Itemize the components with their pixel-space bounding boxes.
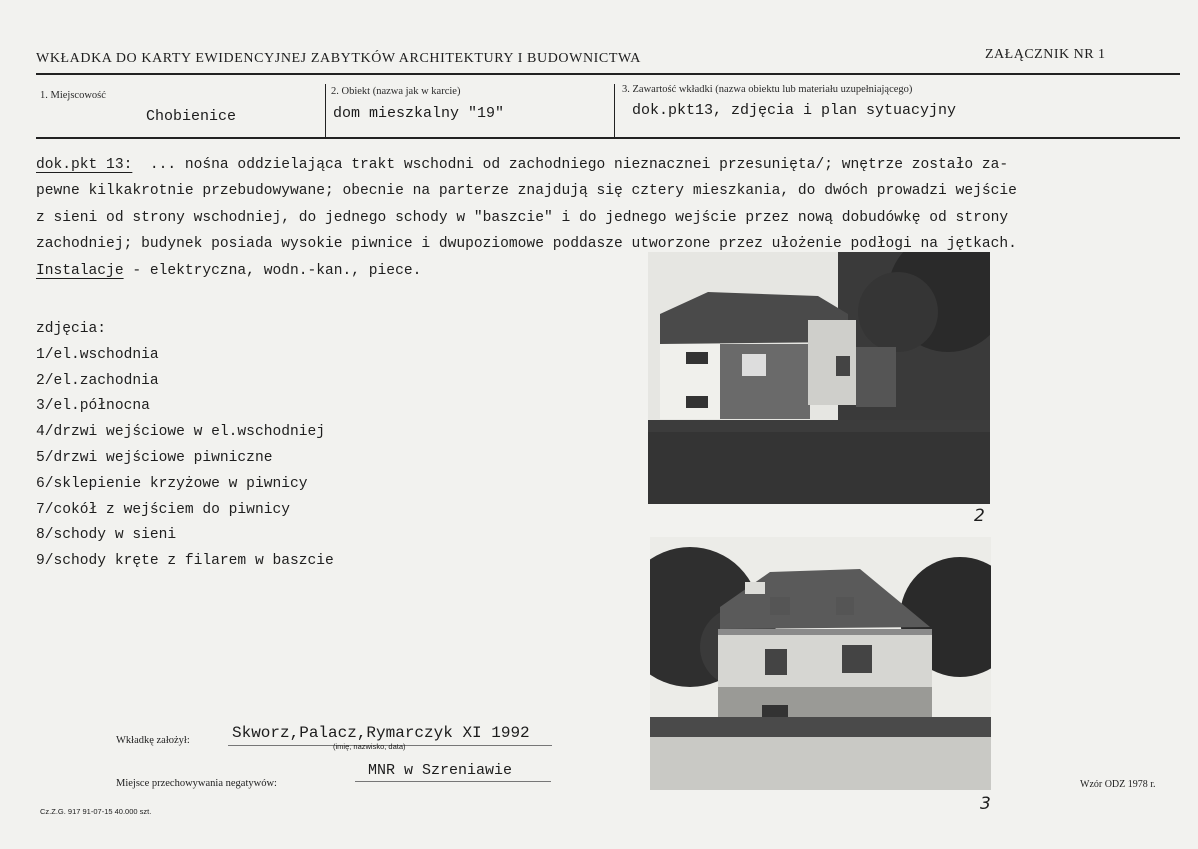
description-line-5: Instalacje - elektryczna, wodn.-kan., piece. xyxy=(36,262,422,279)
list-item: 3/el.północna xyxy=(36,398,150,415)
locality-value: Chobienice xyxy=(146,108,237,125)
form-title: WKŁADKA DO KARTY EWIDENCYJNEJ ZABYTKÓW ARCHITEKTURY I BUDOWNICTWA xyxy=(36,51,641,66)
storage-label: Miejsce przechowywania negatywów: xyxy=(116,778,277,789)
photo-west-elevation xyxy=(648,252,990,504)
list-item: 6/sklepienie krzyżowe w piwnicy xyxy=(36,475,308,492)
photo-north-elevation xyxy=(650,537,991,790)
description-line-4: zachodniej; budynek posiada wysokie piwnice i dwupoziomowe poddasze utworzone przez ułożenie podłogi na jętkach. xyxy=(36,236,1017,253)
object-value: dom mieszkalny "19" xyxy=(333,105,505,122)
storage-underline xyxy=(355,781,551,782)
founded-label: Wkładkę założył: xyxy=(116,735,190,746)
install-label: Instalacje xyxy=(36,262,124,279)
description-text xyxy=(36,152,1166,284)
list-item: 9/schody kręte z filarem w baszcie xyxy=(36,553,334,570)
description-line-3: z sieni od strony wschodniej, do jednego schody w "baszcie" i do jednego wejście przez nową dobudówkę od strony xyxy=(36,209,1009,226)
list-item: 1/el.wschodnia xyxy=(36,346,159,363)
list-item: 5/drzwi wejściowe piwniczne xyxy=(36,449,273,466)
photo-number-2: 2 xyxy=(974,506,985,526)
list-item: 4/drzwi wejściowe w el.wschodniej xyxy=(36,424,326,441)
field-divider-1 xyxy=(325,84,326,138)
description-line-2: pewne kilkakrotnie przebudowywane; obecnie na parterze znajdują się cztery mieszkania, do dwóch prowadzi wejście xyxy=(36,183,1017,200)
print-info: Cz.Z.G. 917 91-07-15 40.000 szt. xyxy=(40,807,152,816)
list-item: 7/cokół z wejściem do piwnicy xyxy=(36,501,290,518)
locality-label: 1. Miejscowość xyxy=(40,90,106,101)
list-item: 2/el.zachodnia xyxy=(36,372,159,389)
storage-value: MNR w Szreniawie xyxy=(368,762,513,779)
pattern-note: Wzór ODZ 1978 r. xyxy=(1080,779,1156,790)
photo-list-heading: zdjęcia: xyxy=(36,321,107,337)
attachment-number: ZAŁĄCZNIK NR 1 xyxy=(985,47,1106,62)
ref-label: dok.pkt 13: xyxy=(36,157,133,173)
field-bottom-rule xyxy=(36,137,1180,139)
header-rule xyxy=(36,73,1180,75)
content-label: 3. Zawartość wkładki (nazwa obiektu lub materiału uzupełniającego) xyxy=(622,84,913,95)
founded-hint: (imię, nazwisko, data) xyxy=(333,742,406,751)
description-line-1: dok.pkt 13: ... nośna oddzielająca trakt wschodni od zachodniego nieznacznei przesunięta/; wnętrze zostało za- xyxy=(36,157,1009,173)
content-value: dok.pkt13, zdjęcia i plan sytuacyjny xyxy=(632,102,957,119)
founded-value: Skworz,Palacz,Rymarczyk XI 1992 xyxy=(232,724,530,742)
list-item: 8/schody w sieni xyxy=(36,527,177,544)
photo-number-3: 3 xyxy=(980,794,991,814)
photo-list xyxy=(36,317,334,575)
object-label: 2. Obiekt (nazwa jak w karcie) xyxy=(331,86,461,97)
field-divider-2 xyxy=(614,84,615,138)
